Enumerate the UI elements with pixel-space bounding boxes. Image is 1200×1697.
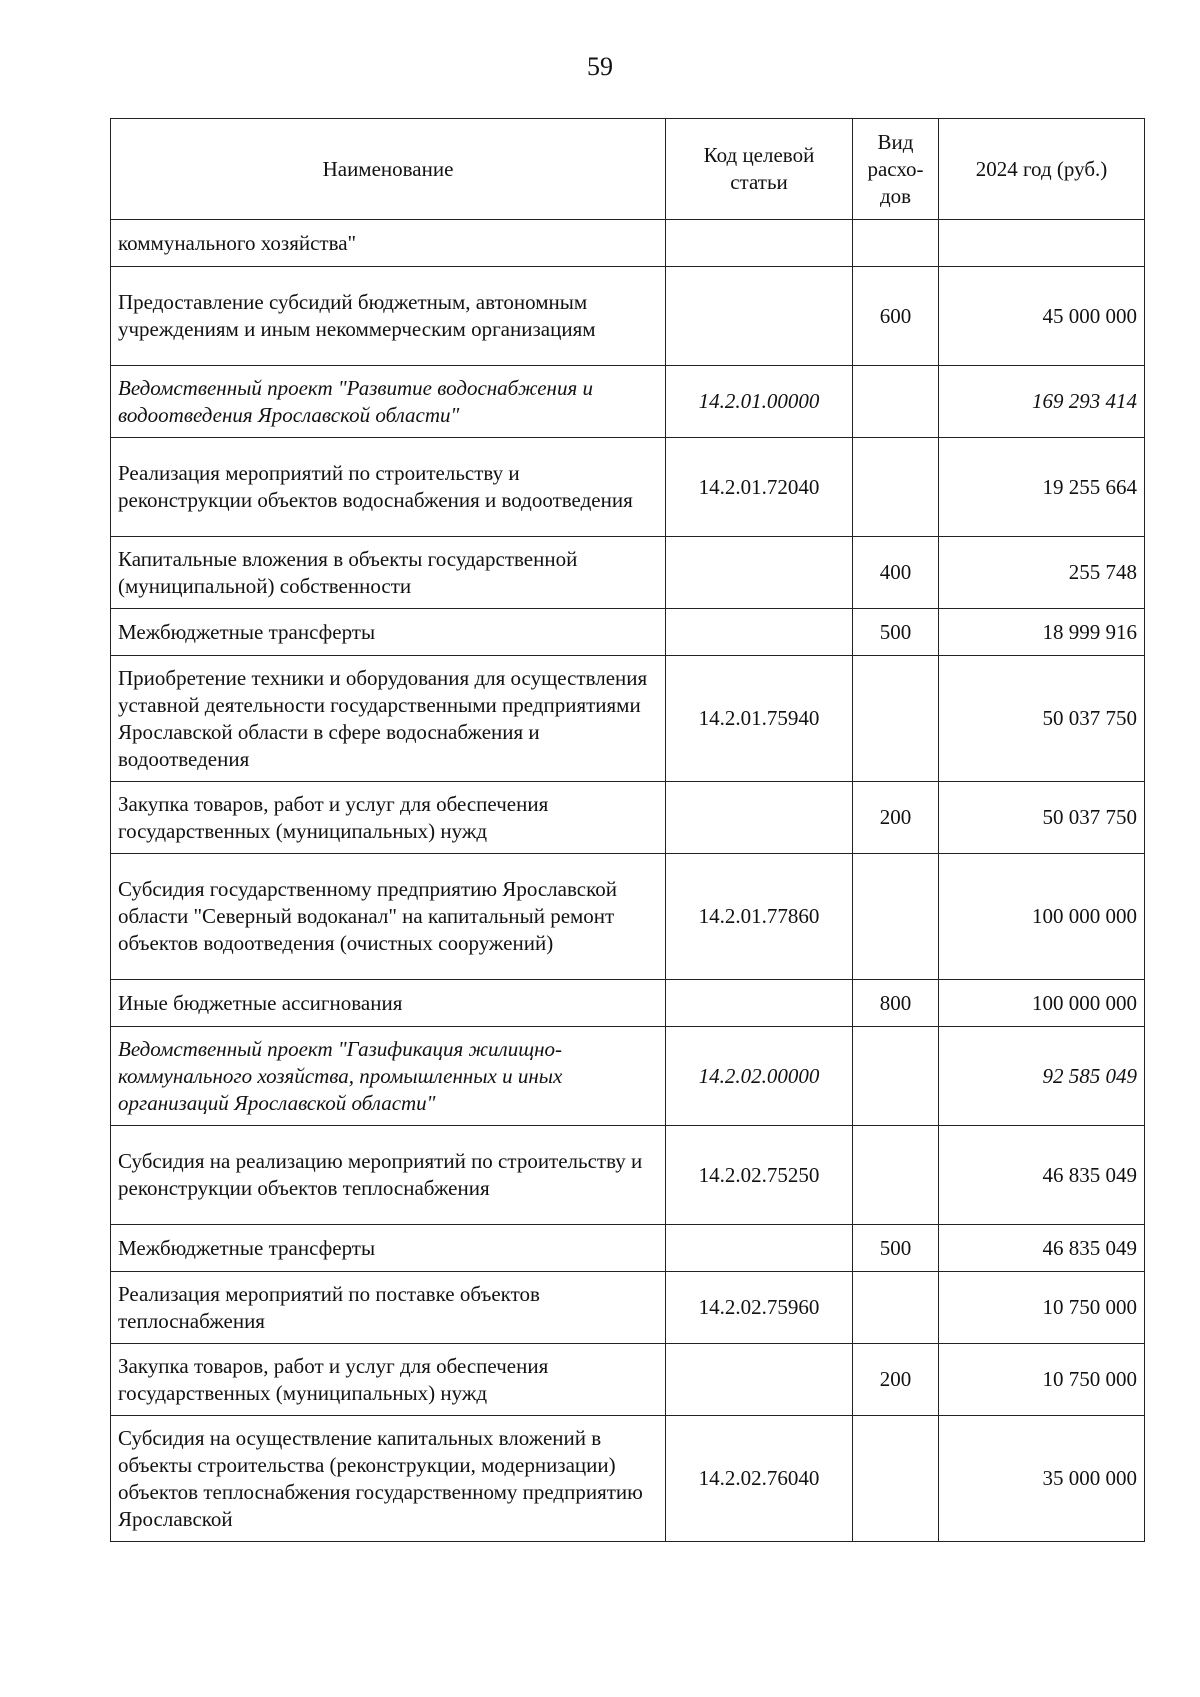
cell-type	[853, 366, 939, 438]
cell-amount: 92 585 049	[939, 1027, 1145, 1126]
cell-amount: 46 835 049	[939, 1126, 1145, 1225]
cell-amount: 100 000 000	[939, 854, 1145, 980]
cell-code: 14.2.01.75940	[666, 656, 853, 782]
cell-amount: 46 835 049	[939, 1225, 1145, 1272]
cell-name: Капитальные вложения в объекты государственной (муниципальной) собственности	[111, 537, 666, 609]
cell-amount: 169 293 414	[939, 366, 1145, 438]
cell-name: Ведомственный проект "Газификация жилищно-коммунального хозяйства, промышленных и иных организаций Ярославской области"	[111, 1027, 666, 1126]
cell-code: 14.2.01.77860	[666, 854, 853, 980]
cell-name: Предоставление субсидий бюджетным, автономным учреждениям и иным некоммерческим организациям	[111, 267, 666, 366]
table-row	[111, 1225, 1145, 1272]
cell-name: Закупка товаров, работ и услуг для обеспечения государственных (муниципальных) нужд	[111, 1344, 666, 1416]
table-row	[111, 1344, 1145, 1416]
cell-code: 14.2.02.75960	[666, 1272, 853, 1344]
cell-type	[853, 854, 939, 980]
cell-code	[666, 220, 853, 267]
table-row	[111, 1126, 1145, 1225]
cell-type: 400	[853, 537, 939, 609]
header-type: Вид расхо-дов	[853, 119, 939, 220]
cell-type: 500	[853, 1225, 939, 1272]
cell-type	[853, 1272, 939, 1344]
cell-type	[853, 1126, 939, 1225]
cell-code: 14.2.02.00000	[666, 1027, 853, 1126]
table-row	[111, 220, 1145, 267]
cell-type: 200	[853, 1344, 939, 1416]
table-row	[111, 1027, 1145, 1126]
header-name: Наименование	[111, 119, 666, 220]
cell-type: 600	[853, 267, 939, 366]
cell-code	[666, 980, 853, 1027]
table-row	[111, 1416, 1145, 1542]
cell-type	[853, 220, 939, 267]
cell-name: Межбюджетные трансферты	[111, 1225, 666, 1272]
cell-type	[853, 438, 939, 537]
cell-type: 500	[853, 609, 939, 656]
cell-amount: 100 000 000	[939, 980, 1145, 1027]
cell-type: 800	[853, 980, 939, 1027]
header-amount: 2024 год (руб.)	[939, 119, 1145, 220]
cell-amount	[939, 220, 1145, 267]
cell-code: 14.2.02.75250	[666, 1126, 853, 1225]
cell-amount: 10 750 000	[939, 1272, 1145, 1344]
cell-name: Приобретение техники и оборудования для осуществления уставной деятельности государственными предприятиями Ярославской области в сфере водоснабжения и водоотведения	[111, 656, 666, 782]
table-row	[111, 438, 1145, 537]
cell-name: Субсидия на реализацию мероприятий по строительству и реконструкции объектов теплоснабжения	[111, 1126, 666, 1225]
cell-amount: 50 037 750	[939, 782, 1145, 854]
cell-amount: 10 750 000	[939, 1344, 1145, 1416]
cell-code	[666, 782, 853, 854]
cell-type: 200	[853, 782, 939, 854]
table-row	[111, 366, 1145, 438]
header-code: Код целевой статьи	[666, 119, 853, 220]
table-row	[111, 656, 1145, 782]
cell-type	[853, 1027, 939, 1126]
cell-name: Иные бюджетные ассигнования	[111, 980, 666, 1027]
cell-code: 14.2.01.00000	[666, 366, 853, 438]
table-row	[111, 1272, 1145, 1344]
cell-name: Реализация мероприятий по поставке объектов теплоснабжения	[111, 1272, 666, 1344]
cell-amount: 19 255 664	[939, 438, 1145, 537]
cell-amount: 35 000 000	[939, 1416, 1145, 1542]
cell-code	[666, 537, 853, 609]
table-header-row	[111, 119, 1145, 220]
cell-amount: 50 037 750	[939, 656, 1145, 782]
table-row	[111, 782, 1145, 854]
cell-name: Реализация мероприятий по строительству и реконструкции объектов водоснабжения и водоотведения	[111, 438, 666, 537]
cell-code: 14.2.02.76040	[666, 1416, 853, 1542]
table-body	[111, 220, 1145, 1542]
table-row	[111, 267, 1145, 366]
cell-code	[666, 1344, 853, 1416]
cell-name: Субсидия государственному предприятию Ярославской области "Северный водоканал" на капитальный ремонт объектов водоотведения (очистных сооружений)	[111, 854, 666, 980]
cell-code	[666, 609, 853, 656]
cell-name: Межбюджетные трансферты	[111, 609, 666, 656]
cell-amount: 255 748	[939, 537, 1145, 609]
cell-name: Закупка товаров, работ и услуг для обеспечения государственных (муниципальных) нужд	[111, 782, 666, 854]
cell-amount: 18 999 916	[939, 609, 1145, 656]
cell-amount: 45 000 000	[939, 267, 1145, 366]
cell-type	[853, 1416, 939, 1542]
cell-name: Ведомственный проект "Развитие водоснабжения и водоотведения Ярославской области"	[111, 366, 666, 438]
cell-code	[666, 267, 853, 366]
cell-name: коммунального хозяйства"	[111, 220, 666, 267]
cell-type	[853, 656, 939, 782]
table-row	[111, 980, 1145, 1027]
cell-name: Субсидия на осуществление капитальных вложений в объекты строительства (реконструкции, модернизации) объектов теплоснабжения государственному предприятию Ярославской	[111, 1416, 666, 1542]
cell-code	[666, 1225, 853, 1272]
budget-table	[110, 118, 1145, 1542]
cell-code: 14.2.01.72040	[666, 438, 853, 537]
table-row	[111, 609, 1145, 656]
page-number: 59	[587, 52, 613, 81]
table-row	[111, 854, 1145, 980]
table-row	[111, 537, 1145, 609]
